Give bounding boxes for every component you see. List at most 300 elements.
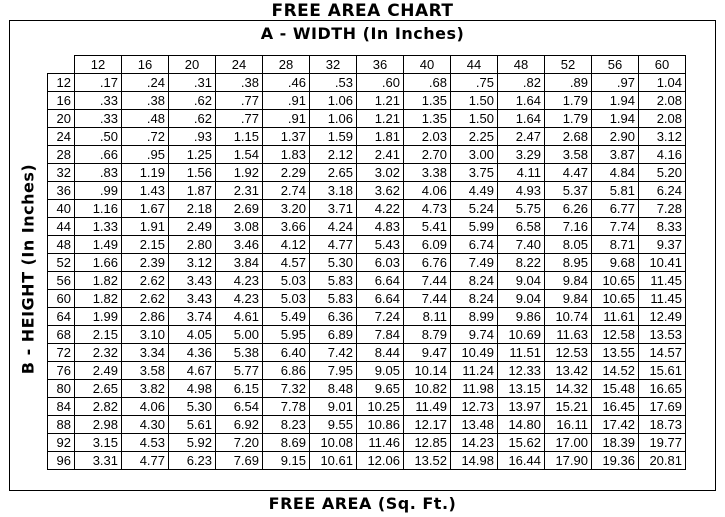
- area-value-cell: 18.73: [639, 416, 686, 434]
- area-value-cell: 3.18: [310, 182, 357, 200]
- area-value-cell: 12.58: [592, 326, 639, 344]
- area-value-cell: 4.73: [404, 200, 451, 218]
- area-value-cell: 13.42: [545, 362, 592, 380]
- area-value-cell: 7.95: [310, 362, 357, 380]
- area-value-cell: .99: [75, 182, 122, 200]
- area-value-cell: 4.06: [122, 398, 169, 416]
- area-value-cell: 3.43: [169, 272, 216, 290]
- area-value-cell: 16.45: [592, 398, 639, 416]
- area-value-cell: .68: [404, 74, 451, 92]
- height-row-header: 20: [48, 110, 75, 128]
- area-value-cell: .89: [545, 74, 592, 92]
- area-value-cell: 5.03: [263, 290, 310, 308]
- area-value-cell: 6.64: [357, 272, 404, 290]
- area-value-cell: 9.37: [639, 236, 686, 254]
- height-row-header: 64: [48, 308, 75, 326]
- area-value-cell: 1.82: [75, 290, 122, 308]
- area-value-cell: 1.06: [310, 92, 357, 110]
- area-value-cell: 4.22: [357, 200, 404, 218]
- area-value-cell: 9.86: [498, 308, 545, 326]
- area-value-cell: 10.14: [404, 362, 451, 380]
- area-value-cell: 2.49: [169, 218, 216, 236]
- height-row-header: 36: [48, 182, 75, 200]
- height-row-header: 52: [48, 254, 75, 272]
- area-value-cell: .77: [216, 110, 263, 128]
- area-value-cell: 2.65: [310, 164, 357, 182]
- area-value-cell: 5.30: [169, 398, 216, 416]
- area-value-cell: 3.20: [263, 200, 310, 218]
- area-value-cell: 3.10: [122, 326, 169, 344]
- area-value-cell: 13.52: [404, 452, 451, 470]
- height-row-header: 56: [48, 272, 75, 290]
- area-value-cell: 1.35: [404, 110, 451, 128]
- table-row: [48, 308, 686, 326]
- area-value-cell: 3.12: [639, 128, 686, 146]
- area-value-cell: 1.79: [545, 92, 592, 110]
- width-header-cell: 12: [75, 56, 122, 74]
- area-value-cell: 17.90: [545, 452, 592, 470]
- table-row: [48, 146, 686, 164]
- area-value-cell: 3.66: [263, 218, 310, 236]
- area-value-cell: 2.29: [263, 164, 310, 182]
- width-header-cell: 16: [122, 56, 169, 74]
- area-value-cell: 6.03: [357, 254, 404, 272]
- table-row: [48, 434, 686, 452]
- area-value-cell: 1.16: [75, 200, 122, 218]
- area-value-cell: 3.46: [216, 236, 263, 254]
- table-corner: [48, 56, 75, 74]
- area-value-cell: 8.22: [498, 254, 545, 272]
- area-value-cell: 7.78: [263, 398, 310, 416]
- area-value-cell: 2.18: [169, 200, 216, 218]
- area-value-cell: 2.41: [357, 146, 404, 164]
- area-value-cell: 8.69: [263, 434, 310, 452]
- area-value-cell: 2.74: [263, 182, 310, 200]
- area-value-cell: 19.77: [639, 434, 686, 452]
- area-value-cell: 3.31: [75, 452, 122, 470]
- height-row-header: 92: [48, 434, 75, 452]
- area-value-cell: 5.24: [451, 200, 498, 218]
- area-value-cell: 9.68: [592, 254, 639, 272]
- area-value-cell: 9.15: [263, 452, 310, 470]
- area-value-cell: 1.54: [216, 146, 263, 164]
- area-value-cell: 4.98: [169, 380, 216, 398]
- area-value-cell: .50: [75, 128, 122, 146]
- area-value-cell: 4.49: [451, 182, 498, 200]
- area-value-cell: .82: [498, 74, 545, 92]
- width-header-cell: 24: [216, 56, 263, 74]
- area-value-cell: 1.66: [75, 254, 122, 272]
- area-value-cell: 5.30: [310, 254, 357, 272]
- table-row: [48, 272, 686, 290]
- area-value-cell: 10.65: [592, 272, 639, 290]
- width-header-cell: 60: [639, 56, 686, 74]
- area-value-cell: 1.91: [122, 218, 169, 236]
- width-header-cell: 48: [498, 56, 545, 74]
- area-value-cell: 4.57: [263, 254, 310, 272]
- area-value-cell: 9.47: [404, 344, 451, 362]
- area-value-cell: 14.23: [451, 434, 498, 452]
- area-value-cell: .24: [122, 74, 169, 92]
- area-value-cell: 1.21: [357, 92, 404, 110]
- area-value-cell: 6.64: [357, 290, 404, 308]
- area-value-cell: 15.21: [545, 398, 592, 416]
- area-value-cell: 8.24: [451, 290, 498, 308]
- area-value-cell: 10.69: [498, 326, 545, 344]
- area-value-cell: 8.24: [451, 272, 498, 290]
- area-value-cell: 3.38: [404, 164, 451, 182]
- area-value-cell: 3.84: [216, 254, 263, 272]
- area-value-cell: 8.99: [451, 308, 498, 326]
- area-value-cell: 8.71: [592, 236, 639, 254]
- area-value-cell: 2.86: [122, 308, 169, 326]
- area-value-cell: 8.79: [404, 326, 451, 344]
- area-value-cell: .33: [75, 110, 122, 128]
- area-value-cell: 17.42: [592, 416, 639, 434]
- area-value-cell: 4.12: [263, 236, 310, 254]
- area-value-cell: 11.61: [592, 308, 639, 326]
- area-value-cell: 3.58: [122, 362, 169, 380]
- area-value-cell: 6.54: [216, 398, 263, 416]
- area-value-cell: 9.01: [310, 398, 357, 416]
- area-value-cell: 2.69: [216, 200, 263, 218]
- area-value-cell: 9.04: [498, 290, 545, 308]
- area-value-cell: 4.30: [122, 416, 169, 434]
- area-value-cell: 13.15: [498, 380, 545, 398]
- area-value-cell: 3.62: [357, 182, 404, 200]
- width-header-row: [48, 56, 686, 74]
- area-value-cell: 15.62: [498, 434, 545, 452]
- height-row-header: 80: [48, 380, 75, 398]
- area-value-cell: 16.11: [545, 416, 592, 434]
- area-value-cell: 8.11: [404, 308, 451, 326]
- area-value-cell: 1.81: [357, 128, 404, 146]
- area-value-cell: 2.80: [169, 236, 216, 254]
- area-value-cell: 9.65: [357, 380, 404, 398]
- area-value-cell: .97: [592, 74, 639, 92]
- area-value-cell: .62: [169, 110, 216, 128]
- area-value-cell: 6.09: [404, 236, 451, 254]
- area-value-cell: 2.25: [451, 128, 498, 146]
- area-value-cell: 3.34: [122, 344, 169, 362]
- table-row: [48, 254, 686, 272]
- table-row: [48, 200, 686, 218]
- area-value-cell: 2.03: [404, 128, 451, 146]
- area-value-cell: 17.00: [545, 434, 592, 452]
- area-value-cell: .75: [451, 74, 498, 92]
- area-value-cell: 4.23: [216, 290, 263, 308]
- area-value-cell: 9.05: [357, 362, 404, 380]
- area-value-cell: 1.94: [592, 110, 639, 128]
- height-row-header: 48: [48, 236, 75, 254]
- height-axis-label: B - HEIGHT (In Inches): [18, 163, 38, 374]
- area-value-cell: 6.76: [404, 254, 451, 272]
- area-value-cell: 4.16: [639, 146, 686, 164]
- area-value-cell: .38: [122, 92, 169, 110]
- area-value-cell: .33: [75, 92, 122, 110]
- area-value-cell: 2.65: [75, 380, 122, 398]
- area-value-cell: 1.19: [122, 164, 169, 182]
- area-value-cell: 16.44: [498, 452, 545, 470]
- area-value-cell: 4.61: [216, 308, 263, 326]
- area-value-cell: 14.57: [639, 344, 686, 362]
- area-value-cell: 2.08: [639, 110, 686, 128]
- area-value-cell: 5.95: [263, 326, 310, 344]
- table-row: [48, 416, 686, 434]
- area-value-cell: 5.03: [263, 272, 310, 290]
- area-value-cell: 10.25: [357, 398, 404, 416]
- height-row-header: 60: [48, 290, 75, 308]
- area-value-cell: 1.50: [451, 110, 498, 128]
- area-value-cell: 5.00: [216, 326, 263, 344]
- area-value-cell: 1.92: [216, 164, 263, 182]
- area-value-cell: .91: [263, 110, 310, 128]
- area-value-cell: 6.74: [451, 236, 498, 254]
- area-value-cell: 10.49: [451, 344, 498, 362]
- area-value-cell: 2.31: [216, 182, 263, 200]
- area-value-cell: 2.08: [639, 92, 686, 110]
- area-value-cell: 6.92: [216, 416, 263, 434]
- area-value-cell: 3.43: [169, 290, 216, 308]
- area-value-cell: 4.24: [310, 218, 357, 236]
- area-value-cell: 1.49: [75, 236, 122, 254]
- area-value-cell: 7.16: [545, 218, 592, 236]
- area-value-cell: 4.84: [592, 164, 639, 182]
- area-value-cell: 11.45: [639, 290, 686, 308]
- height-row-header: 68: [48, 326, 75, 344]
- area-value-cell: 7.44: [404, 272, 451, 290]
- height-row-header: 96: [48, 452, 75, 470]
- area-value-cell: 4.93: [498, 182, 545, 200]
- height-row-header: 16: [48, 92, 75, 110]
- area-value-cell: 18.39: [592, 434, 639, 452]
- area-value-cell: 6.58: [498, 218, 545, 236]
- area-value-cell: 15.61: [639, 362, 686, 380]
- area-value-cell: 1.59: [310, 128, 357, 146]
- height-row-header: 88: [48, 416, 75, 434]
- area-value-cell: .83: [75, 164, 122, 182]
- table-row: [48, 218, 686, 236]
- area-value-cell: 14.98: [451, 452, 498, 470]
- area-value-cell: 10.08: [310, 434, 357, 452]
- table-row: [48, 344, 686, 362]
- height-axis-label-container: [9, 47, 47, 490]
- area-value-cell: 13.55: [592, 344, 639, 362]
- table-row: [48, 380, 686, 398]
- area-value-cell: 6.24: [639, 182, 686, 200]
- height-row-header: 28: [48, 146, 75, 164]
- area-value-cell: 2.62: [122, 290, 169, 308]
- area-value-cell: 6.26: [545, 200, 592, 218]
- area-value-cell: 14.32: [545, 380, 592, 398]
- table-footer-label: FREE AREA (Sq. Ft.): [268, 494, 457, 513]
- area-value-cell: 4.77: [310, 236, 357, 254]
- area-value-cell: .93: [169, 128, 216, 146]
- area-value-cell: 12.85: [404, 434, 451, 452]
- area-value-cell: 1.06: [310, 110, 357, 128]
- area-value-cell: 4.83: [357, 218, 404, 236]
- height-row-header: 40: [48, 200, 75, 218]
- area-value-cell: 4.05: [169, 326, 216, 344]
- height-row-header: 12: [48, 74, 75, 92]
- area-value-cell: 4.53: [122, 434, 169, 452]
- width-header-cell: 44: [451, 56, 498, 74]
- area-value-cell: 1.87: [169, 182, 216, 200]
- width-axis-label: A - WIDTH (In Inches): [260, 24, 465, 43]
- area-value-cell: 5.38: [216, 344, 263, 362]
- area-value-cell: 5.41: [404, 218, 451, 236]
- area-value-cell: 7.74: [592, 218, 639, 236]
- area-value-cell: 7.20: [216, 434, 263, 452]
- area-value-cell: 2.15: [122, 236, 169, 254]
- table-row: [48, 236, 686, 254]
- area-value-cell: 7.24: [357, 308, 404, 326]
- area-value-cell: 3.00: [451, 146, 498, 164]
- area-value-cell: .91: [263, 92, 310, 110]
- area-value-cell: 5.61: [169, 416, 216, 434]
- area-value-cell: .60: [357, 74, 404, 92]
- area-value-cell: 1.99: [75, 308, 122, 326]
- area-value-cell: 16.65: [639, 380, 686, 398]
- area-value-cell: 12.17: [404, 416, 451, 434]
- area-value-cell: 6.89: [310, 326, 357, 344]
- area-value-cell: 4.77: [122, 452, 169, 470]
- width-header-cell: 28: [263, 56, 310, 74]
- area-value-cell: 10.82: [404, 380, 451, 398]
- area-value-cell: 1.43: [122, 182, 169, 200]
- area-value-cell: 2.70: [404, 146, 451, 164]
- area-value-cell: 11.45: [639, 272, 686, 290]
- area-value-cell: 8.44: [357, 344, 404, 362]
- area-value-cell: 1.50: [451, 92, 498, 110]
- area-value-cell: 3.12: [169, 254, 216, 272]
- area-value-cell: .95: [122, 146, 169, 164]
- area-value-cell: 6.86: [263, 362, 310, 380]
- area-value-cell: .66: [75, 146, 122, 164]
- area-value-cell: 1.33: [75, 218, 122, 236]
- area-value-cell: 5.43: [357, 236, 404, 254]
- area-value-cell: 5.75: [498, 200, 545, 218]
- area-value-cell: 5.37: [545, 182, 592, 200]
- area-value-cell: 7.44: [404, 290, 451, 308]
- table-row: [48, 452, 686, 470]
- chart-title: FREE AREA CHART: [271, 1, 454, 21]
- height-row-header: 72: [48, 344, 75, 362]
- area-value-cell: 1.64: [498, 110, 545, 128]
- height-row-header: 84: [48, 398, 75, 416]
- area-value-cell: 2.15: [75, 326, 122, 344]
- table-row: [48, 182, 686, 200]
- area-value-cell: 2.90: [592, 128, 639, 146]
- area-value-cell: 5.99: [451, 218, 498, 236]
- area-value-cell: 5.81: [592, 182, 639, 200]
- area-value-cell: 4.47: [545, 164, 592, 182]
- area-value-cell: 7.49: [451, 254, 498, 272]
- area-value-cell: 14.52: [592, 362, 639, 380]
- area-value-cell: 5.83: [310, 272, 357, 290]
- area-value-cell: 9.84: [545, 290, 592, 308]
- area-value-cell: 12.73: [451, 398, 498, 416]
- area-value-cell: 2.49: [75, 362, 122, 380]
- area-value-cell: .17: [75, 74, 122, 92]
- area-value-cell: 13.97: [498, 398, 545, 416]
- area-value-cell: 15.48: [592, 380, 639, 398]
- area-value-cell: 6.40: [263, 344, 310, 362]
- area-value-cell: .31: [169, 74, 216, 92]
- table-row: [48, 92, 686, 110]
- area-value-cell: 9.74: [451, 326, 498, 344]
- area-value-cell: 7.40: [498, 236, 545, 254]
- width-header-cell: 36: [357, 56, 404, 74]
- area-value-cell: 3.82: [122, 380, 169, 398]
- width-header-cell: 20: [169, 56, 216, 74]
- area-value-cell: 4.67: [169, 362, 216, 380]
- area-value-cell: 12.33: [498, 362, 545, 380]
- area-value-cell: 8.23: [263, 416, 310, 434]
- area-value-cell: 17.69: [639, 398, 686, 416]
- area-value-cell: 2.32: [75, 344, 122, 362]
- area-value-cell: 2.98: [75, 416, 122, 434]
- area-value-cell: 14.80: [498, 416, 545, 434]
- area-value-cell: 11.98: [451, 380, 498, 398]
- area-value-cell: 3.08: [216, 218, 263, 236]
- area-value-cell: 12.53: [545, 344, 592, 362]
- area-value-cell: 10.86: [357, 416, 404, 434]
- area-value-cell: 7.69: [216, 452, 263, 470]
- area-value-cell: 1.04: [639, 74, 686, 92]
- area-value-cell: 1.82: [75, 272, 122, 290]
- area-value-cell: 6.36: [310, 308, 357, 326]
- area-value-cell: 4.23: [216, 272, 263, 290]
- area-value-cell: .46: [263, 74, 310, 92]
- area-value-cell: 3.58: [545, 146, 592, 164]
- area-value-cell: 13.53: [639, 326, 686, 344]
- area-value-cell: 3.29: [498, 146, 545, 164]
- area-value-cell: 11.51: [498, 344, 545, 362]
- area-value-cell: .53: [310, 74, 357, 92]
- area-value-cell: 1.67: [122, 200, 169, 218]
- area-value-cell: .77: [216, 92, 263, 110]
- height-row-header: 24: [48, 128, 75, 146]
- area-value-cell: 9.04: [498, 272, 545, 290]
- area-value-cell: 6.77: [592, 200, 639, 218]
- area-value-cell: 3.75: [451, 164, 498, 182]
- area-value-cell: 1.15: [216, 128, 263, 146]
- area-value-cell: 9.55: [310, 416, 357, 434]
- table-row: [48, 290, 686, 308]
- area-value-cell: 10.74: [545, 308, 592, 326]
- area-value-cell: 1.64: [498, 92, 545, 110]
- area-value-cell: 11.63: [545, 326, 592, 344]
- area-value-cell: 3.71: [310, 200, 357, 218]
- area-value-cell: 7.28: [639, 200, 686, 218]
- area-value-cell: 1.35: [404, 92, 451, 110]
- area-value-cell: 8.33: [639, 218, 686, 236]
- height-row-header: 76: [48, 362, 75, 380]
- area-value-cell: 3.02: [357, 164, 404, 182]
- area-value-cell: 10.61: [310, 452, 357, 470]
- area-value-cell: 11.24: [451, 362, 498, 380]
- area-value-cell: 11.49: [404, 398, 451, 416]
- area-value-cell: 2.82: [75, 398, 122, 416]
- area-value-cell: 9.84: [545, 272, 592, 290]
- area-value-cell: 12.49: [639, 308, 686, 326]
- width-header-cell: 32: [310, 56, 357, 74]
- area-value-cell: 2.12: [310, 146, 357, 164]
- area-value-cell: 1.94: [592, 92, 639, 110]
- table-row: [48, 398, 686, 416]
- area-value-cell: 1.21: [357, 110, 404, 128]
